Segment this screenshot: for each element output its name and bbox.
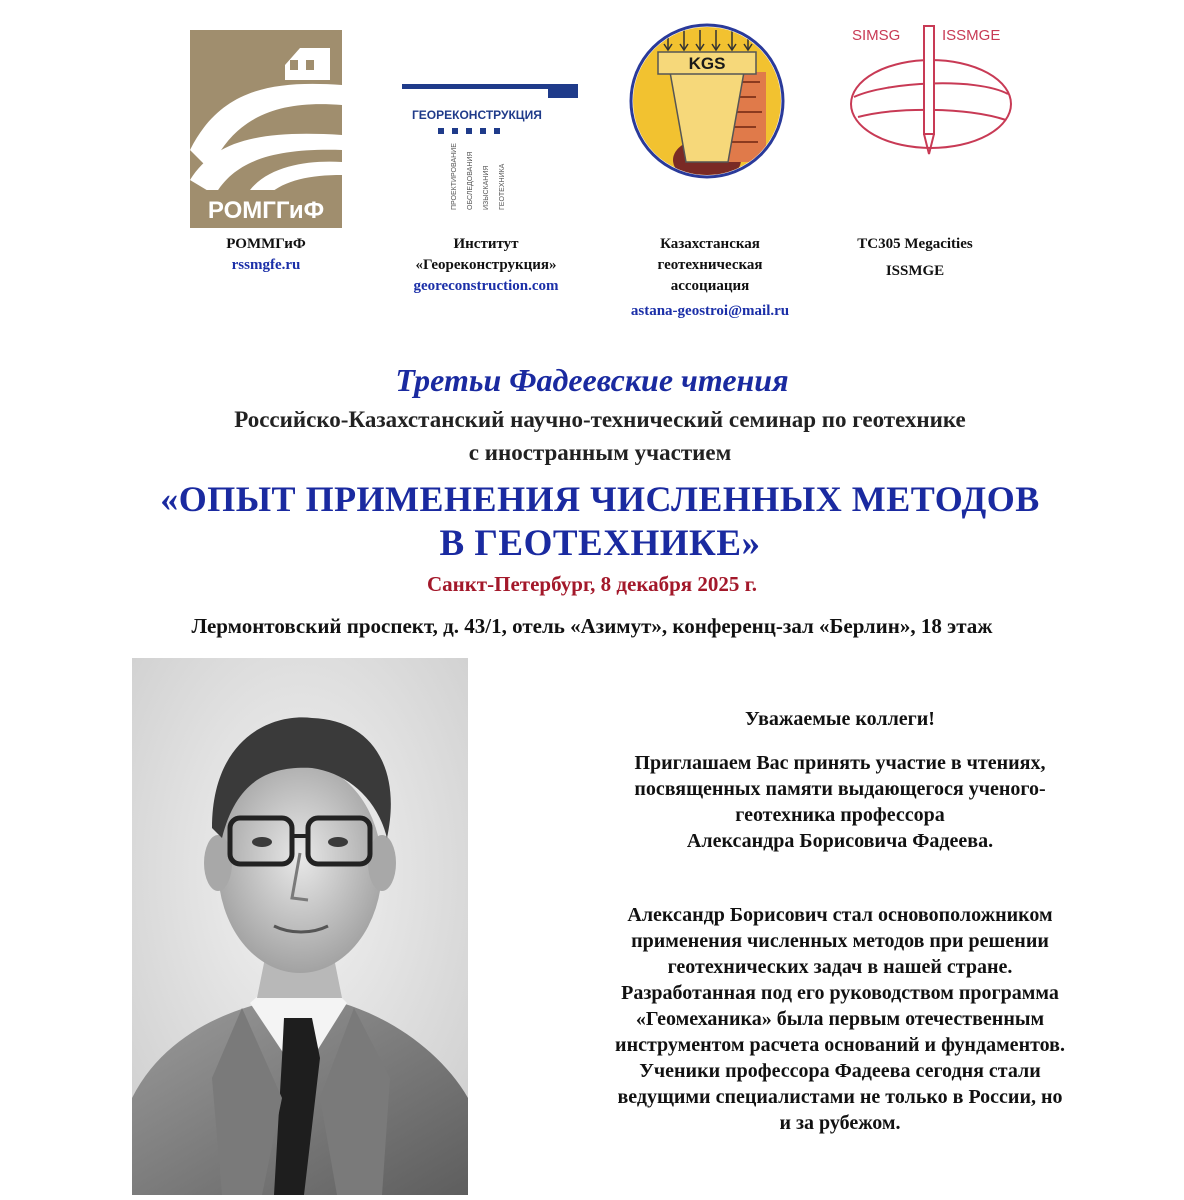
georeconstruction-name-2: «Георeконструкция»	[415, 257, 557, 273]
kgs-link[interactable]: astana-geostroi@mail.ru	[630, 303, 790, 319]
georeconstruction-logo-text: ГЕОРЕКОНСТРУКЦИЯ	[412, 108, 542, 122]
kgs-name-1: Казахстанская	[660, 236, 760, 252]
svg-text:ОБСЛЕДОВАНИЯ: ОБСЛЕДОВАНИЯ	[467, 151, 474, 210]
invitation-paragraph	[520, 750, 1160, 854]
issmge-text: ISSMGE	[942, 27, 1001, 44]
romggif-name: РОММГиФ	[226, 236, 306, 252]
biography-line: Разработанная под его руководством программа	[621, 982, 1059, 1004]
kgs-name-2: геотехническая	[657, 257, 763, 273]
tc305-caption	[840, 234, 990, 282]
kgs-caption	[610, 234, 810, 322]
kgs-logo	[628, 22, 786, 180]
biography-line: ведущими специалистами не только в России, но	[617, 1086, 1063, 1108]
tc305-name-2: ISSMGE	[885, 263, 945, 279]
biography-line: Ученики профессора Фадеева сегодня стали	[639, 1060, 1041, 1082]
biography-line: применения численных методов при решении	[631, 930, 1049, 952]
georeconstruction-logo	[398, 82, 580, 227]
biography-line: Александр Борисович стал основоположником	[627, 904, 1053, 926]
main-title-line-1: «ОПЫТ ПРИМЕНЕНИЯ ЧИСЛЕННЫХ МЕТОДОВ	[160, 479, 1040, 519]
greeting: Уважаемые коллеги!	[745, 708, 935, 730]
romggif-link[interactable]: rssmgfe.ru	[231, 257, 301, 273]
invitation-line: Приглашаем Вас принять участие в чтениях,	[634, 752, 1046, 774]
seminar-subtitle-2: с иностранным участием	[468, 440, 732, 465]
biography-line: инструментом расчета оснований и фундаментов.	[615, 1034, 1065, 1056]
svg-text:ГЕОТЕХНИКА: ГЕОТЕХНИКА	[499, 163, 506, 210]
seminar-subtitle: Российско-Казахстанский научно-технический семинар по геотехнике	[234, 407, 966, 432]
invitation-line: посвященных памяти выдающегося ученого-	[634, 778, 1046, 800]
romggif-caption	[196, 234, 336, 276]
event-title: Третьи Фадеевские чтения	[395, 362, 789, 398]
invitation-line: Александра Борисовича Фадеева.	[686, 830, 994, 852]
georeconstruction-link[interactable]: georeconstruction.com	[413, 278, 559, 294]
svg-text:ИЗЫСКАНИЯ: ИЗЫСКАНИЯ	[483, 165, 490, 210]
simsg-issmge-logo	[846, 22, 1016, 162]
portrait-photo	[132, 658, 468, 1195]
kgs-name-3: ассоциация	[670, 278, 750, 294]
event-address: Лермонтовский проспект, д. 43/1, отель «Азимут», конференц-зал «Берлин», 18 этаж	[191, 614, 993, 638]
tc305-name-1: TC305 Megacities	[857, 236, 973, 252]
georeconstruction-caption	[386, 234, 586, 297]
simsg-text: SIMSG	[852, 27, 901, 44]
romggif-logo-text: РОМГГиФ	[207, 197, 325, 224]
romggif-logo	[190, 30, 342, 228]
biography-line: «Геомеханика» была первым отечественным	[635, 1008, 1045, 1030]
main-title-line-2: В ГЕОТЕХНИКЕ»	[439, 523, 761, 564]
georeconstruction-name-1: Институт	[453, 236, 519, 252]
biography-line: и за рубежом.	[779, 1112, 901, 1134]
biography-line: геотехнических задач в нашей стране.	[667, 956, 1013, 978]
event-date: Санкт-Петербург, 8 декабря 2025 г.	[426, 572, 758, 596]
invitation-line: геотехника профессора	[735, 804, 945, 826]
kgs-logo-text: KGS	[688, 54, 726, 73]
svg-text:ПРОЕКТИРОВАНИЕ: ПРОЕКТИРОВАНИЕ	[451, 143, 458, 210]
biography-paragraph	[520, 902, 1160, 1136]
